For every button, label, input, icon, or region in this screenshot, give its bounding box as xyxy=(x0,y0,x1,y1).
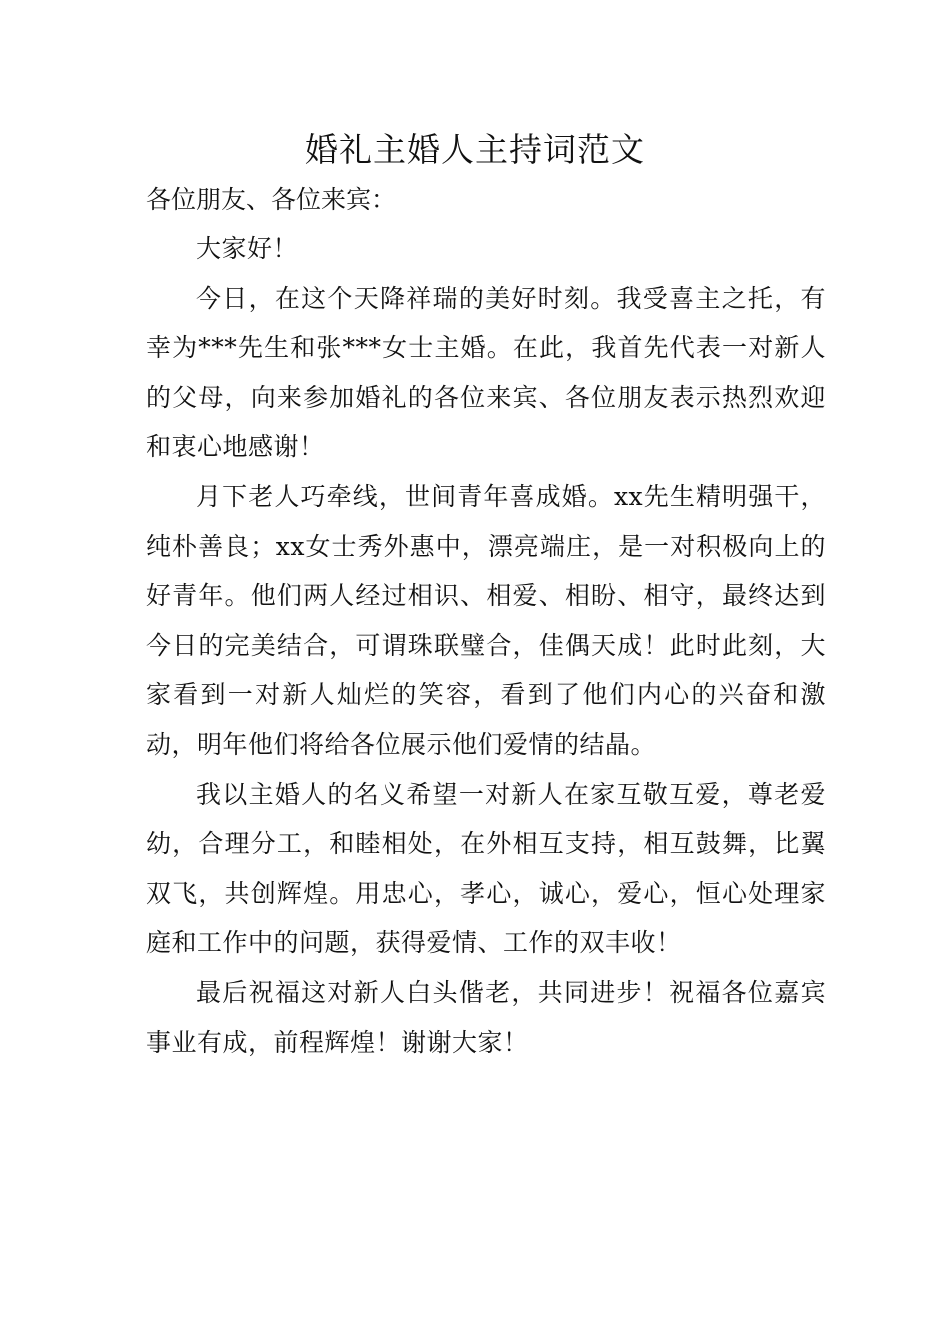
paragraph-opening: 今日，在这个天降祥瑞的美好时刻。我受喜主之托，有幸为***先生和张***女士主婚。在此，我首先代表一对新人的父母，向来参加婚礼的各位来宾、各位朋友表示热烈欢迎和衷心地感谢！ xyxy=(146,283,826,462)
document-title: 婚礼主婚人主持词范文 xyxy=(305,130,645,169)
paragraph-closing: 最后祝福这对新人白头偕老，共同进步！祝福各位嘉宾事业有成，前程辉煌！谢谢大家！ xyxy=(146,977,826,1057)
salutation: 各位朋友、各位来宾： xyxy=(146,185,397,214)
paragraph-couple-introduction: 月下老人巧牵线，世间青年喜成婚。xx先生精明强干，纯朴善良；xx女士秀外惠中，漂亮端庄，是一对积极向上的好青年。他们两人经过相识、相爱、相盼、相守，最终达到今日的完美结合，可谓珠联璧合，佳偶天成！此时此刻，大家看到一对新人灿烂的笑容，看到了他们内心的兴奋和激动，明年他们将给各位展示他们爱情的结晶。 xyxy=(146,481,826,759)
paragraph-wishes: 我以主婚人的名义希望一对新人在家互敬互爱，尊老爱幼，合理分工，和睦相处，在外相互支持，相互鼓舞，比翼双飞，共创辉煌。用忠心，孝心，诚心，爱心，恒心处理家庭和工作中的问题，获得爱情、工作的双丰收！ xyxy=(146,779,826,958)
document-body xyxy=(146,224,826,1067)
paragraph-greeting: 大家好！ xyxy=(196,234,299,263)
